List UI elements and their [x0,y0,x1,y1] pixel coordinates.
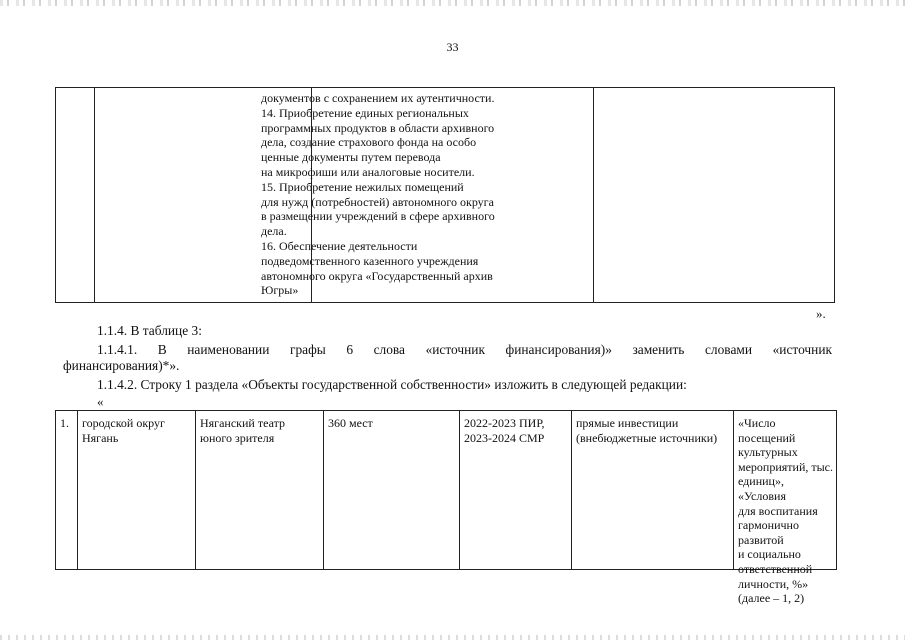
objects-table [55,410,837,606]
table-cell-empty-3 [593,88,836,302]
table-cell-number: 1. [56,411,78,569]
table-cell-object: Няганский театр юного зрителя [196,411,324,569]
paragraph-1-1-4-1: 1.1.4.1. В наименовании графы 6 слова «источник финансирования)» заменить словами «источник [97,342,832,357]
paragraph-1-1-4-2: 1.1.4.2. Строку 1 раздела «Объекты государственной собственности» изложить в следующей редакции: [97,377,687,392]
closing-quote: ». [816,306,826,321]
scan-artifact-bottom [0,635,905,640]
table-cell-municipality: городской округ Нягань [78,411,196,569]
table-cell-period: 2022-2023 ПИР, 2023-2024 СМР [460,411,572,569]
page-number: 33 [446,40,459,54]
paragraph-1-1-4-1-continued: финансирования)*». [63,358,180,373]
paragraph-1-1-4: 1.1.4. В таблице 3: [97,323,202,338]
table-cell-measures-text: документов с сохранением их аутентичности. 14. Приобретение единых региональных программных продуктов в области архивного дела, создание страхового фонда на особо ценные документы путем перевода на микрофиши или аналоговые носители. 15. Приобретение нежилых помещений для нужд (потребностей) автономного округа в размещении учреждений в сфере архивного дела. 16. Обеспечение деятельности подведомственного казенного учреждения автономного округа «Государственный архив Югры» [261,91,495,298]
opening-quote: « [97,394,104,409]
scan-artifact-top [0,0,905,6]
table-cell-capacity: 360 мест [324,411,460,569]
table-cell-empty-1 [56,88,95,302]
table-cell-financing: прямые инвестиции (внебюджетные источники) [572,411,734,569]
table-cell-indicator: «Число посещений культурных мероприятий, тыс. единиц», «Условия для воспитания гармонично развитой и социально ответственной личности, %» (далее – 1, 2) [738,416,834,606]
